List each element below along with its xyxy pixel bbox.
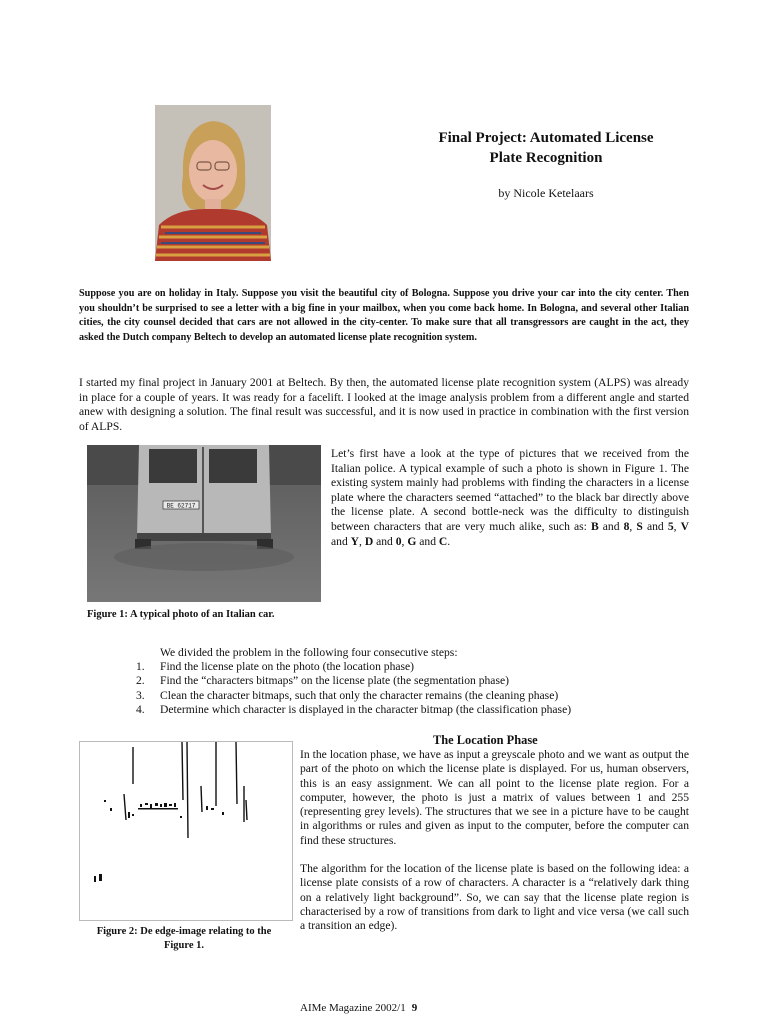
pair-connector: and bbox=[642, 519, 668, 533]
edge-image bbox=[80, 742, 292, 920]
car-photo-image bbox=[87, 445, 321, 602]
step-item bbox=[136, 674, 571, 688]
pair-char: S bbox=[636, 519, 643, 533]
pair-separator: , bbox=[629, 519, 637, 533]
step-text: Determine which character is displayed in the character bitmap (the classification phase) bbox=[160, 703, 572, 717]
step-number: 1. bbox=[136, 660, 145, 673]
section-heading: The Location Phase bbox=[433, 733, 538, 747]
pair-separator: , bbox=[673, 519, 681, 533]
intro-paragraph: Suppose you are on holiday in Italy. Suppose you visit the beautiful city of Bologna. Suppose you drive your car into the city center. Then you shouldn’t be surprised to see a letter with a big fine in your mailbox, when you come back home. In Bologna, and several other Italian cities, the city counsel decided that cars are not allowed in the city-center. To make sure that all transgressors are caught in the act, they asked the Dutch company Beltech to develop an automated license plate recognition system. bbox=[79, 288, 689, 343]
pair-connector: and bbox=[373, 534, 396, 548]
location-paragraph-1: In the location phase, we have as input a greyscale photo and we want as output the part of the photo on which the license plate is displayed. For us, human observers, this is an easy assignment. We can all point to the license plate region. For a computer, however, the photo is just a matrix of values between 1 and 255 (representing grey levels). The structures that we see in a picture have to be caught in algorithms or rules and given as input to the computer, before the computer can find these structures. bbox=[300, 748, 689, 847]
pair-char: 8 bbox=[623, 519, 630, 533]
step-text: Find the license plate on the photo (the location phase) bbox=[160, 660, 415, 673]
body-paragraph-2 bbox=[331, 447, 689, 549]
step-text: Clean the character bitmaps, such that only the character remains (the cleaning phase) bbox=[160, 688, 559, 702]
paragraph-2-text: Let’s first have a look at the type of pictures that we received from the Italian police. A typical example of such a photo is shown in Figure 1. The existing system mainly had problems with finding the characters in a license plate where the characters seemed “attached” to the black bar directly above the license plate. A second bottle-neck was the difficulty to distinguish between characters that are very much alike, such as: bbox=[331, 447, 689, 533]
author-portrait bbox=[155, 105, 271, 261]
step-text: Find the “characters bitmaps” on the license plate (the segmentation phase) bbox=[160, 674, 509, 688]
pair-separator: . bbox=[447, 534, 451, 548]
step-item bbox=[136, 660, 571, 674]
page-number: 9 bbox=[411, 1002, 418, 1014]
pair-separator: , bbox=[359, 534, 365, 548]
pair-char: D bbox=[364, 534, 374, 548]
step-number: 2. bbox=[136, 674, 145, 688]
title-line-1: Final Project: Automated License bbox=[438, 130, 654, 146]
location-paragraph-2: The algorithm for the location of the license plate is based on the following idea: a license plate consists of a row of characters. A character is a “relatively dark thing on a relatively light background”. So, we can say that the license plate region is characterised by a row of transitions from dark to light and vice versa (we call such a transition an edge). bbox=[300, 862, 689, 933]
pair-connector: and bbox=[331, 534, 351, 548]
pair-char: V bbox=[680, 519, 689, 533]
step-number: 3. bbox=[136, 688, 145, 702]
license-plate-text: BE 62717 bbox=[166, 502, 196, 510]
steps-intro: We divided the problem in the following four consecutive steps: bbox=[160, 646, 458, 659]
pair-separator: , bbox=[401, 534, 408, 548]
pair-char: 0 bbox=[395, 534, 402, 548]
figure-2-caption: Figure 2: De edge-image relating to the Figure 1. bbox=[96, 926, 272, 951]
pair-char: G bbox=[407, 534, 417, 548]
step-number: 4. bbox=[136, 703, 145, 717]
portrait-image bbox=[155, 105, 271, 261]
figure-1-photo bbox=[87, 445, 321, 602]
pair-connector: and bbox=[598, 519, 624, 533]
body-paragraph-1: I started my final project in January 2001 at Beltech. By then, the automated license plate recognition system (ALPS) was already in place for a couple of years. It was ready for a facelift. I looked at the image analysis problem from a different angle and started anew with designing a solution. The final result was successful, and it is now used in practice in combination with the first version of ALPS. bbox=[79, 376, 689, 433]
figure-1-caption: Figure 1: A typical photo of an Italian car. bbox=[87, 609, 275, 620]
pair-char: C bbox=[438, 534, 448, 548]
title-line-2: Plate Recognition bbox=[489, 150, 603, 166]
byline: by Nicole Ketelaars bbox=[498, 186, 594, 200]
figure-2-edge-image bbox=[79, 741, 293, 921]
magazine-name: AIMe Magazine 2002/1 bbox=[300, 1002, 406, 1014]
article-title bbox=[396, 128, 696, 168]
step-item bbox=[136, 703, 571, 717]
pair-char: 5 bbox=[667, 519, 674, 533]
pair-connector: and bbox=[416, 534, 439, 548]
pair-char: Y bbox=[350, 534, 360, 548]
steps-list bbox=[136, 660, 571, 718]
page-footer bbox=[300, 1002, 417, 1014]
step-item bbox=[136, 689, 571, 703]
pair-char: B bbox=[590, 519, 599, 533]
